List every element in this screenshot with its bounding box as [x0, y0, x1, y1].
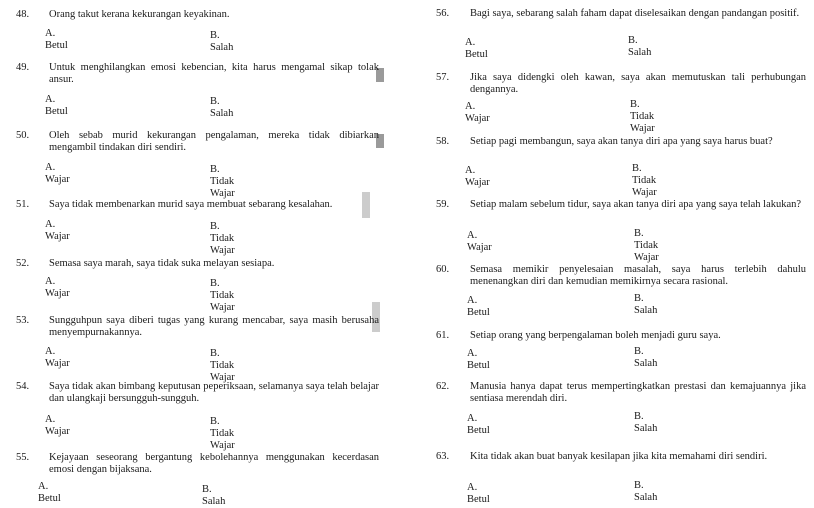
- option-a[interactable]: A. Betul: [467, 413, 490, 436]
- question-number: 63.: [436, 451, 450, 462]
- option-a[interactable]: A. Betul: [45, 28, 68, 51]
- option-a[interactable]: A. Wajar: [465, 101, 490, 124]
- option-a[interactable]: A. Wajar: [45, 276, 70, 299]
- question-number: 56.: [436, 8, 450, 19]
- option-b[interactable]: B. Salah: [634, 293, 658, 316]
- question-number: 58.: [436, 136, 450, 147]
- question-text: Untuk menghilangkan emosi kebencian, kita harus mengamal sikap tolak ansur.: [49, 62, 379, 85]
- question-number: 53.: [16, 315, 30, 326]
- question-text: Semasa memikir penyelesaian masalah, saya harus terlebih dahulu menenangkan diri dan kemudian memikirnya secara rasional.: [470, 264, 806, 287]
- option-a[interactable]: A. Betul: [38, 481, 61, 504]
- option-b[interactable]: B. Tidak Wajar: [210, 278, 235, 313]
- question-number: 48.: [16, 9, 30, 20]
- question-number: 61.: [436, 330, 450, 341]
- question-number: 52.: [16, 258, 30, 269]
- question-text: Saya tidak membenarkan murid saya membuat sebarang kesalahan.: [49, 199, 333, 210]
- option-b[interactable]: B. Tidak Wajar: [210, 164, 235, 199]
- question-text: Semasa saya marah, saya tidak suka melayan sesiapa.: [49, 258, 275, 269]
- option-b[interactable]: B. Tidak Wajar: [210, 221, 235, 256]
- option-b[interactable]: B. Salah: [210, 30, 234, 53]
- question-text: Oleh sebab murid kekurangan pengalaman, mereka tidak dibiarkan mengambil tindakan diri sendiri.: [49, 130, 379, 153]
- question-text: Orang takut kerana kekurangan keyakinan.: [49, 9, 230, 20]
- question-text: Kita tidak akan buat banyak kesilapan jika kita memahami diri sendiri.: [470, 451, 768, 462]
- option-a[interactable]: A. Betul: [467, 482, 490, 505]
- option-b[interactable]: B. Salah: [210, 96, 234, 119]
- question-number: 54.: [16, 381, 30, 392]
- question-text: Saya tidak akan bimbang keputusan peperiksaan, selamanya saya telah belajar dan ulangkaji bersungguh-sungguh.: [49, 381, 379, 404]
- option-b[interactable]: B. Salah: [628, 35, 652, 58]
- question-text: Setiap malam sebelum tidur, saya akan tanya diri apa yang saya telah lakukan?: [470, 199, 802, 210]
- option-a[interactable]: A. Wajar: [465, 165, 490, 188]
- option-a[interactable]: A. Wajar: [45, 162, 70, 185]
- question-number: 55.: [16, 452, 30, 463]
- question-number: 49.: [16, 62, 30, 73]
- option-b[interactable]: B. Tidak Wajar: [632, 163, 657, 198]
- question-text: Setiap pagi membangun, saya akan tanya diri apa yang saya harus buat?: [470, 136, 773, 147]
- option-a[interactable]: A. Betul: [467, 348, 490, 371]
- option-b[interactable]: B. Tidak Wajar: [210, 416, 235, 451]
- option-b[interactable]: B. Salah: [634, 411, 658, 434]
- question-text: Manusia hanya dapat terus mempertingkatkan prestasi dan kemajuannya jika sentiasa merendah diri.: [470, 381, 806, 404]
- option-a[interactable]: A. Betul: [45, 94, 68, 117]
- option-a[interactable]: A. Betul: [465, 37, 488, 60]
- question-text: Sungguhpun saya diberi tugas yang kurang mencabar, saya masih berusaha menyempurnakannya.: [49, 315, 379, 338]
- question-number: 60.: [436, 264, 450, 275]
- option-b[interactable]: B. Salah: [634, 346, 658, 369]
- option-b[interactable]: B. Tidak Wajar: [210, 348, 235, 383]
- option-a[interactable]: A. Wajar: [45, 346, 70, 369]
- option-a[interactable]: A. Wajar: [467, 230, 492, 253]
- option-b[interactable]: B. Tidak Wajar: [630, 99, 655, 134]
- question-text: Jika saya didengki oleh kawan, saya akan memutuskan tali perhubungan dengannya.: [470, 72, 806, 95]
- question-text: Setiap orang yang berpengalaman boleh menjadi guru saya.: [470, 330, 721, 341]
- option-a[interactable]: A. Wajar: [45, 219, 70, 242]
- option-b[interactable]: B. Salah: [634, 480, 658, 503]
- option-a[interactable]: A. Betul: [467, 295, 490, 318]
- question-text: Kejayaan seseorang bergantung kebolehannya menggunakan kecerdasan emosi dengan bijaksana.: [49, 452, 379, 475]
- question-text: Bagi saya, sebarang salah faham dapat diselesaikan dengan pandangan positif.: [470, 8, 800, 19]
- option-b[interactable]: B. Tidak Wajar: [634, 228, 659, 263]
- option-b[interactable]: B. Salah: [202, 484, 226, 507]
- question-number: 51.: [16, 199, 30, 210]
- option-a[interactable]: A. Wajar: [45, 414, 70, 437]
- question-number: 57.: [436, 72, 450, 83]
- question-number: 59.: [436, 199, 450, 210]
- question-number: 50.: [16, 130, 30, 141]
- question-number: 62.: [436, 381, 450, 392]
